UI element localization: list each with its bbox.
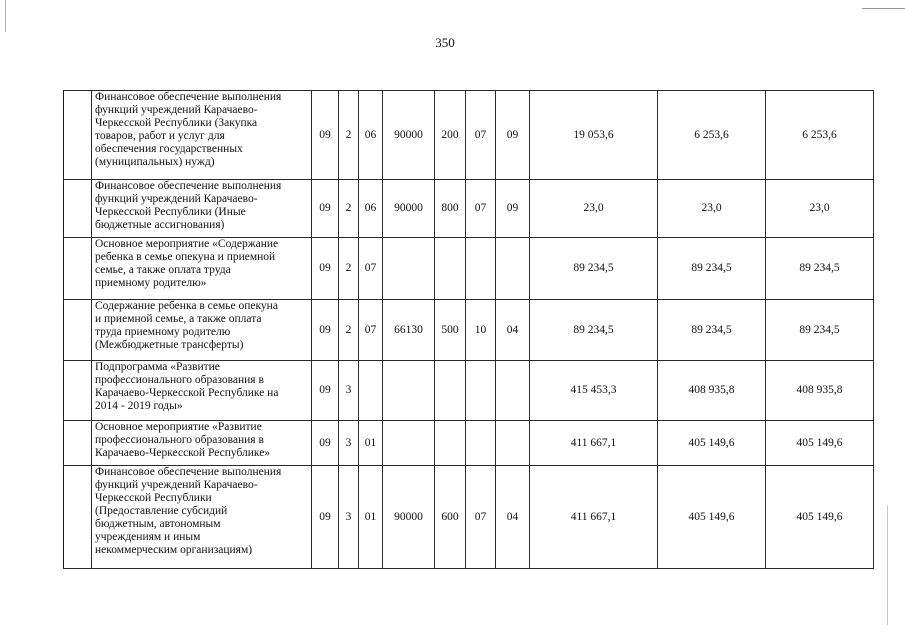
- table-cell-amount: 6 253,6: [766, 91, 874, 180]
- table-cell-code: 09: [312, 91, 339, 180]
- table-cell-code: 06: [359, 180, 383, 238]
- table-cell-code: 90000: [383, 466, 435, 569]
- table-cell-code: [435, 238, 466, 300]
- table-cell-empty: [64, 361, 92, 421]
- scan-artifact-right-line: [887, 505, 888, 625]
- table-cell-amount: 405 149,6: [658, 466, 766, 569]
- table-cell-amount: 408 935,8: [658, 361, 766, 421]
- table-cell-amount: 415 453,3: [530, 361, 658, 421]
- scan-artifact-left-line: [5, 0, 6, 32]
- table-cell-code: [435, 361, 466, 421]
- table-cell-code: 2: [339, 300, 359, 361]
- table-cell-amount: 89 234,5: [766, 300, 874, 361]
- page-number: 350: [435, 35, 455, 50]
- table-cell-code: [435, 421, 466, 466]
- table-cell-code: 06: [359, 91, 383, 180]
- table-cell-code: [496, 421, 530, 466]
- table-cell-empty: [64, 300, 92, 361]
- table-cell-code: 09: [312, 466, 339, 569]
- table-cell-amount: 89 234,5: [766, 238, 874, 300]
- table-cell-code: 10: [466, 300, 496, 361]
- table-cell-code: 3: [339, 361, 359, 421]
- table-cell-code: 2: [339, 91, 359, 180]
- table-cell-empty: [64, 466, 92, 569]
- table-cell-amount: 408 935,8: [766, 361, 874, 421]
- table-cell-code: 90000: [383, 180, 435, 238]
- table-cell-code: 66130: [383, 300, 435, 361]
- table-cell-code: [466, 238, 496, 300]
- table-cell-amount: 411 667,1: [530, 421, 658, 466]
- table-cell-code: 09: [312, 421, 339, 466]
- table-cell-code: 07: [466, 180, 496, 238]
- table-cell-code: [383, 421, 435, 466]
- table-cell-code: 01: [359, 421, 383, 466]
- table-cell-empty: [64, 421, 92, 466]
- table-cell-code: 2: [339, 238, 359, 300]
- table-cell-name: Основное мероприятие «Содержание ребенка в семье опекуна и приемной семье, а также оплата труда приемному родителю»: [92, 238, 312, 300]
- table-cell-code: 09: [496, 91, 530, 180]
- table-cell-amount: 405 149,6: [658, 421, 766, 466]
- table-cell-code: [496, 361, 530, 421]
- table-cell-amount: 89 234,5: [658, 300, 766, 361]
- table-row: [64, 91, 874, 180]
- table-cell-code: 07: [359, 238, 383, 300]
- table-row: [64, 421, 874, 466]
- table-cell-code: 3: [339, 466, 359, 569]
- table-cell-empty: [64, 238, 92, 300]
- table-cell-name: Основное мероприятие «Развитие профессионального образования в Карачаево-Черкесской Республике»: [92, 421, 312, 466]
- table-row: [64, 180, 874, 238]
- table-cell-name: Финансовое обеспечение выполнения функций учреждений Карачаево- Черкесской Республики (Предоставление субсидий бюджетным, автономным учреждениям и иным некоммерческим организациям): [92, 466, 312, 569]
- table-cell-amount: 19 053,6: [530, 91, 658, 180]
- table-cell-amount: 23,0: [766, 180, 874, 238]
- table-cell-code: 04: [496, 466, 530, 569]
- table-cell-amount: 89 234,5: [658, 238, 766, 300]
- table-cell-code: [496, 238, 530, 300]
- table-cell-code: 09: [312, 300, 339, 361]
- table-row: [64, 238, 874, 300]
- table-cell-code: 07: [359, 300, 383, 361]
- table-cell-code: [383, 238, 435, 300]
- table-cell-code: 800: [435, 180, 466, 238]
- table-cell-name: Содержание ребенка в семье опекуна и приемной семье, а также оплата труда приемному родителю (Межбюджетные трансферты): [92, 300, 312, 361]
- table-cell-amount: 411 667,1: [530, 466, 658, 569]
- table-cell-empty: [64, 180, 92, 238]
- table-cell-code: 500: [435, 300, 466, 361]
- table-cell-code: [466, 361, 496, 421]
- table-cell-code: 09: [312, 180, 339, 238]
- table-cell-code: 07: [466, 466, 496, 569]
- table-cell-amount: 89 234,5: [530, 300, 658, 361]
- table-cell-code: 04: [496, 300, 530, 361]
- table-cell-code: 200: [435, 91, 466, 180]
- table-cell-name: Финансовое обеспечение выполнения функций учреждений Карачаево- Черкесской Республики (Закупка товаров, работ и услуг для обеспечения государственных (муниципальных) нужд): [92, 91, 312, 180]
- table-cell-amount: 89 234,5: [530, 238, 658, 300]
- table-cell-code: [383, 361, 435, 421]
- table-cell-code: 09: [496, 180, 530, 238]
- table-cell-code: 01: [359, 466, 383, 569]
- table-cell-code: [359, 361, 383, 421]
- table-cell-amount: 6 253,6: [658, 91, 766, 180]
- budget-table: [63, 90, 874, 569]
- table-row: [64, 361, 874, 421]
- table-cell-code: 09: [312, 361, 339, 421]
- table-cell-amount: 23,0: [658, 180, 766, 238]
- table-cell-code: 09: [312, 238, 339, 300]
- table-cell-code: [466, 421, 496, 466]
- table-cell-code: 3: [339, 421, 359, 466]
- table-cell-empty: [64, 91, 92, 180]
- table-cell-amount: 405 149,6: [766, 421, 874, 466]
- table-cell-code: 07: [466, 91, 496, 180]
- table-cell-amount: 23,0: [530, 180, 658, 238]
- scan-artifact-top-line: [862, 8, 905, 9]
- table-cell-amount: 405 149,6: [766, 466, 874, 569]
- table-cell-name: Подпрограмма «Развитие профессионального образования в Карачаево-Черкесской Республике на 2014 - 2019 годы»: [92, 361, 312, 421]
- table-row: [64, 300, 874, 361]
- table-cell-name: Финансовое обеспечение выполнения функций учреждений Карачаево- Черкесской Республики (Иные бюджетные ассигнования): [92, 180, 312, 238]
- table-cell-code: 600: [435, 466, 466, 569]
- table-cell-code: 2: [339, 180, 359, 238]
- table-cell-code: 90000: [383, 91, 435, 180]
- table-row: [64, 466, 874, 569]
